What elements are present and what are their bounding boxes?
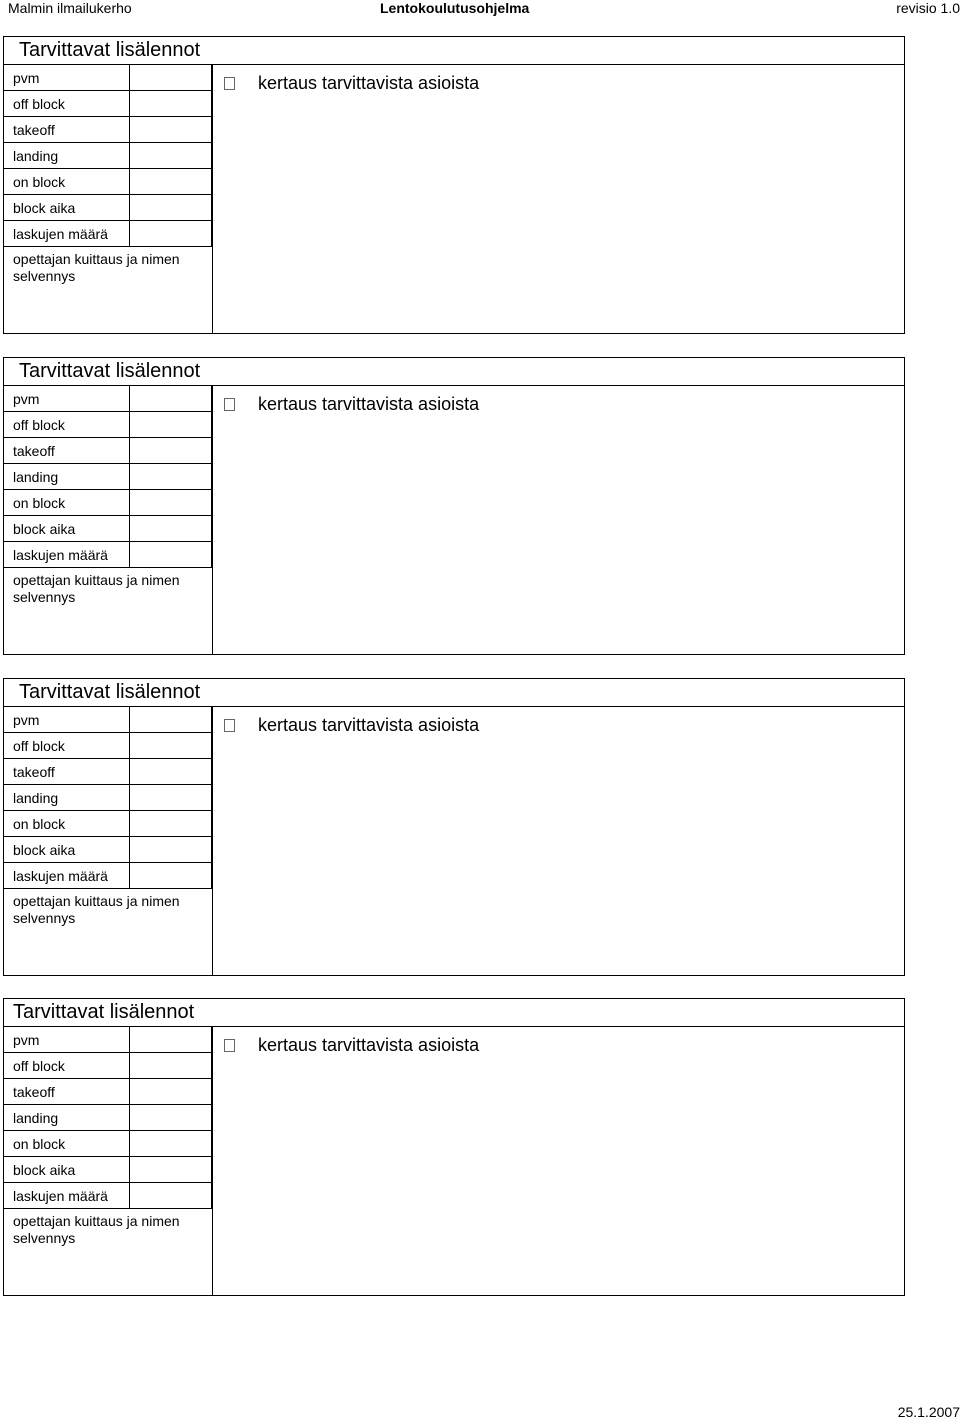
header-revision: revisio 1.0 (896, 0, 960, 16)
signature-label: opettajan kuittaus ja nimen selvennys (13, 251, 180, 284)
field-input-on-block[interactable] (129, 490, 212, 516)
column-divider (212, 386, 213, 654)
field-label: pvm (13, 1032, 40, 1048)
field-label: takeoff (13, 443, 55, 459)
field-row-off-block (4, 412, 212, 438)
field-label: off block (13, 417, 65, 433)
review-checkbox-row (224, 715, 479, 736)
field-input-takeoff[interactable] (129, 438, 212, 464)
field-input-landing[interactable] (129, 1105, 212, 1131)
flight-form (3, 357, 905, 655)
column-divider (212, 1027, 213, 1295)
field-row-on-block (4, 490, 212, 516)
field-row-landing (4, 785, 212, 811)
field-row-landing (4, 1105, 212, 1131)
review-checkbox-row (224, 394, 479, 415)
field-input-laskujen-maara[interactable] (129, 221, 212, 247)
field-label: off block (13, 738, 65, 754)
field-row-off-block (4, 91, 212, 117)
field-label: on block (13, 495, 66, 511)
header-organization: Malmin ilmailukerho (8, 0, 132, 16)
field-label: block aika (13, 842, 76, 858)
form-fields (4, 1027, 212, 1247)
field-input-takeoff[interactable] (129, 117, 212, 143)
field-label: pvm (13, 712, 40, 728)
checkbox-icon[interactable] (224, 719, 235, 732)
field-input-landing[interactable] (129, 785, 212, 811)
field-input-pvm[interactable] (129, 65, 212, 91)
field-row-laskujen-maara (4, 863, 212, 889)
field-label: block aika (13, 1162, 76, 1178)
signature-label: opettajan kuittaus ja nimen selvennys (13, 893, 180, 926)
field-label: landing (13, 790, 59, 806)
field-input-block-aika[interactable] (129, 516, 212, 542)
checkbox-icon[interactable] (224, 77, 235, 90)
field-row-takeoff (4, 117, 212, 143)
field-label: takeoff (13, 1084, 55, 1100)
field-label: laskujen määrä (13, 547, 108, 563)
form-title: Tarvittavat lisälennot (4, 999, 904, 1027)
field-input-laskujen-maara[interactable] (129, 542, 212, 568)
field-row-on-block (4, 811, 212, 837)
field-input-pvm[interactable] (129, 1027, 212, 1053)
field-row-block-aika (4, 195, 212, 221)
field-label: off block (13, 96, 65, 112)
checkbox-label: kertaus tarvittavista asioista (258, 715, 480, 735)
footer-date: 25.1.2007 (897, 1404, 960, 1420)
field-row-off-block (4, 1053, 212, 1079)
flight-form (3, 36, 905, 334)
field-label: on block (13, 1136, 66, 1152)
field-row-pvm (4, 386, 212, 412)
field-row-takeoff (4, 438, 212, 464)
field-row-pvm (4, 707, 212, 733)
field-row-pvm (4, 1027, 212, 1053)
field-input-on-block[interactable] (129, 1131, 212, 1157)
field-input-off-block[interactable] (129, 91, 212, 117)
field-label: off block (13, 1058, 65, 1074)
field-label: on block (13, 174, 66, 190)
form-title: Tarvittavat lisälennot (4, 358, 904, 386)
field-row-on-block (4, 1131, 212, 1157)
field-input-pvm[interactable] (129, 707, 212, 733)
field-input-laskujen-maara[interactable] (129, 863, 212, 889)
field-input-on-block[interactable] (129, 811, 212, 837)
flight-form (3, 998, 905, 1296)
field-row-takeoff (4, 1079, 212, 1105)
field-input-off-block[interactable] (129, 412, 212, 438)
field-input-takeoff[interactable] (129, 759, 212, 785)
column-divider (212, 707, 213, 975)
field-label: pvm (13, 70, 40, 86)
field-label: block aika (13, 200, 76, 216)
checkbox-label: kertaus tarvittavista asioista (258, 73, 480, 93)
field-row-laskujen-maara (4, 1183, 212, 1209)
field-label: landing (13, 1110, 59, 1126)
field-label: landing (13, 469, 59, 485)
field-label: laskujen määrä (13, 226, 108, 242)
field-input-off-block[interactable] (129, 1053, 212, 1079)
field-input-landing[interactable] (129, 143, 212, 169)
field-label: block aika (13, 521, 76, 537)
field-label: pvm (13, 391, 40, 407)
field-row-landing (4, 143, 212, 169)
signature-label: opettajan kuittaus ja nimen selvennys (13, 1213, 180, 1246)
field-row-pvm (4, 65, 212, 91)
field-input-laskujen-maara[interactable] (129, 1183, 212, 1209)
field-input-off-block[interactable] (129, 733, 212, 759)
field-label: laskujen määrä (13, 868, 108, 884)
checkbox-icon[interactable] (224, 1039, 235, 1052)
field-label: laskujen määrä (13, 1188, 108, 1204)
header-document-title: Lentokoulutusohjelma (380, 0, 530, 16)
review-checkbox-row (224, 1035, 479, 1056)
field-row-on-block (4, 169, 212, 195)
form-fields (4, 707, 212, 927)
checkbox-label: kertaus tarvittavista asioista (258, 1035, 480, 1055)
signature-label: opettajan kuittaus ja nimen selvennys (13, 572, 180, 605)
checkbox-label: kertaus tarvittavista asioista (258, 394, 480, 414)
field-row-laskujen-maara (4, 542, 212, 568)
field-row-takeoff (4, 759, 212, 785)
field-row-laskujen-maara (4, 221, 212, 247)
field-label: takeoff (13, 764, 55, 780)
field-input-pvm[interactable] (129, 386, 212, 412)
checkbox-icon[interactable] (224, 398, 235, 411)
field-input-takeoff[interactable] (129, 1079, 212, 1105)
column-divider (212, 65, 213, 333)
field-row-block-aika (4, 516, 212, 542)
field-input-block-aika[interactable] (129, 837, 212, 863)
form-fields (4, 386, 212, 606)
field-row-block-aika (4, 1157, 212, 1183)
field-input-landing[interactable] (129, 464, 212, 490)
form-title: Tarvittavat lisälennot (4, 37, 904, 65)
field-input-block-aika[interactable] (129, 1157, 212, 1183)
field-input-on-block[interactable] (129, 169, 212, 195)
field-row-landing (4, 464, 212, 490)
field-label: on block (13, 816, 66, 832)
review-checkbox-row (224, 73, 479, 94)
field-label: landing (13, 148, 59, 164)
flight-form (3, 678, 905, 976)
form-title: Tarvittavat lisälennot (4, 679, 904, 707)
form-fields (4, 65, 212, 285)
field-label: takeoff (13, 122, 55, 138)
field-row-block-aika (4, 837, 212, 863)
field-input-block-aika[interactable] (129, 195, 212, 221)
field-row-off-block (4, 733, 212, 759)
